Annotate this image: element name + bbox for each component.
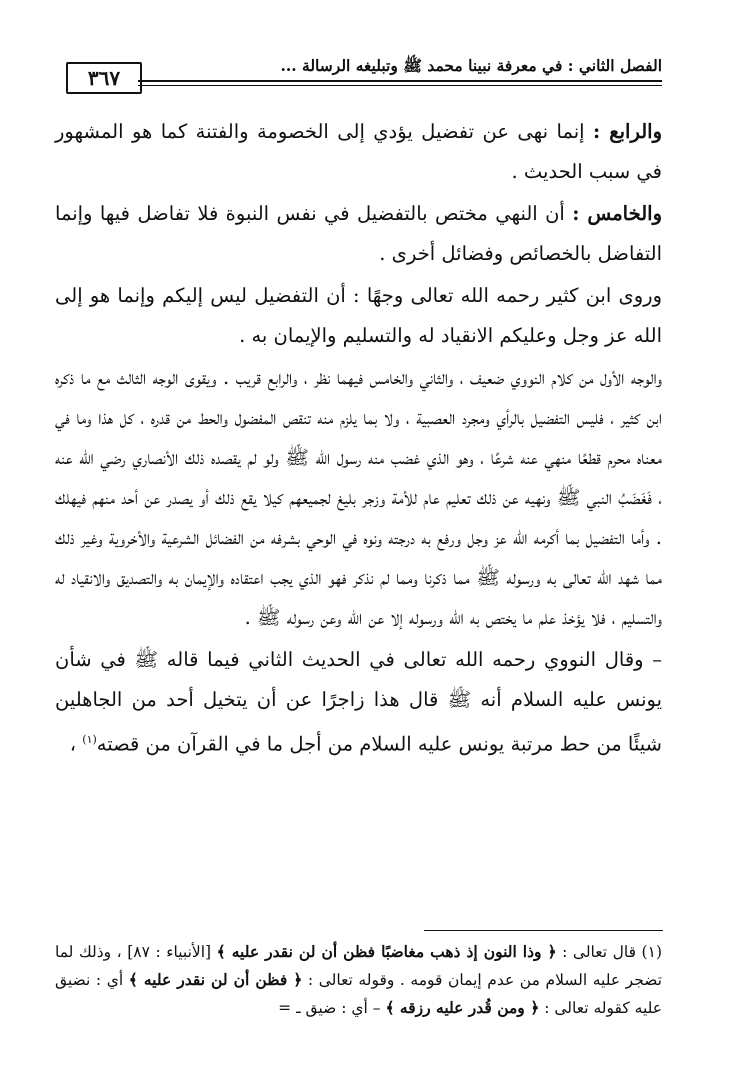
paragraph-ibn-kathir: وروى ابن كثير رحمه الله تعالى وجهًا : أن التفضيل ليس إليكم وإنما هو إلى الله عز وجل وعليكم الانقياد له والتسليم والإيمان به . (55, 284, 662, 347)
header-rule-thin (138, 85, 662, 86)
paragraph-text: إنما نهى عن تفضيل يؤدي إلى الخصومة والفتنة كما هو المشهور في سبب الحديث . (55, 120, 662, 183)
paragraph-text: وقال النووي رحمه الله تعالى في الحديث الثاني فيما قاله ﷺ في شأن يونس عليه السلام أنه ﷺ قال هذا زاجرًا عن أن يتخيل أحد من الجاهلين شيئًا من حط مرتبة يونس عليه السلام من أجل ما في القرآن من قصته (55, 648, 662, 756)
quran-quote: ﴿ وذا النون إذ ذهب مغاضبًا فظن أن لن نقدر عليه ﴾ (216, 942, 557, 961)
header-rule-thick (138, 80, 662, 82)
page-header (66, 54, 662, 94)
footnote-text: أي : نضيق عليه كقوله تعالى : (55, 971, 662, 1017)
main-text (55, 112, 662, 767)
list-dash: – (652, 648, 662, 671)
quran-quote: ﴿ فظن أن لن نقدر عليه ﴾ (128, 970, 303, 989)
paragraph-end: ، (69, 732, 83, 756)
quran-quote: ﴿ ومن قُدر عليه رزقه ﴾ (385, 998, 540, 1017)
footnote (55, 938, 662, 1022)
paragraph-fifth (55, 194, 662, 274)
paragraph-nawawi (55, 640, 662, 765)
footnote-separator (424, 930, 663, 931)
paragraph-fourth (55, 112, 662, 192)
footnote-text: – أي : ضيق ـ = (278, 999, 386, 1017)
footnote-text: [الأنبياء : ٨٧] ، وذلك لما تضجر عليه السلام من عدم إيمان قومه . وقوله تعالى : (55, 943, 662, 989)
running-title: الفصل الثاني : في معرفة نبينا محمد ﷺ وتبليغه الرسالة ... (280, 56, 662, 75)
page-number: ٣٦٧ (66, 62, 142, 94)
footnote-text: قال تعالى : (556, 943, 642, 961)
paragraph-text: أن النهي مختص بالتفضيل في نفس النبوة فلا تفاضل فيها وإنما التفاضل بالخصائص وفضائل أخرى . (55, 202, 662, 265)
paragraph-lead: والرابع : (593, 120, 662, 143)
paragraph-discussion: والوجه الأول من كلام النووي ضعيف ، والثاني والخامس فيهما نظر ، والرابع قريب . ويقوى الوجه الثالث مع ما ذكره ابن كثير ، فليس التفضيل بالرأي ومجرد العصبية ، ولا بما يلزم منه تنقص المفضول والحط من قدره ، كل هذا وما في معناه محرم قطعًا منهي عنه شرعًا ، وهو الذي غضب منه رسول الله ﷺ ولو لم يقصده ذلك الأنصاري رضي الله عنه ، فَغَضَبُ النبي ﷺ ونهيه عن ذلك تعليم عام للأمة وزجر بليغ لجميعهم كيلا يقع ذلك أو يصدر عن أحد منهم فيهلك . وأما التفضيل بما أكرمه الله عز وجل ورفع به درجته ونوه في الوحي بشرفه من الفضائل الشرعية والأخروية وغير ذلك مما شهد الله تعالى به ورسوله ﷺ مما ذكرنا ومما لم نذكر فهو الذي يجب اعتقاده والإيمان به والتصديق والانقياد له والتسليم ، فلا يؤخذ علم ما يختص به الله ورسوله إلا عن الله وعن رسوله ﷺ . (55, 366, 662, 629)
footnote-reference[interactable]: (١) (82, 733, 97, 746)
paragraph-lead: والخامس : (572, 202, 662, 225)
footnote-marker: (١) (641, 943, 662, 961)
